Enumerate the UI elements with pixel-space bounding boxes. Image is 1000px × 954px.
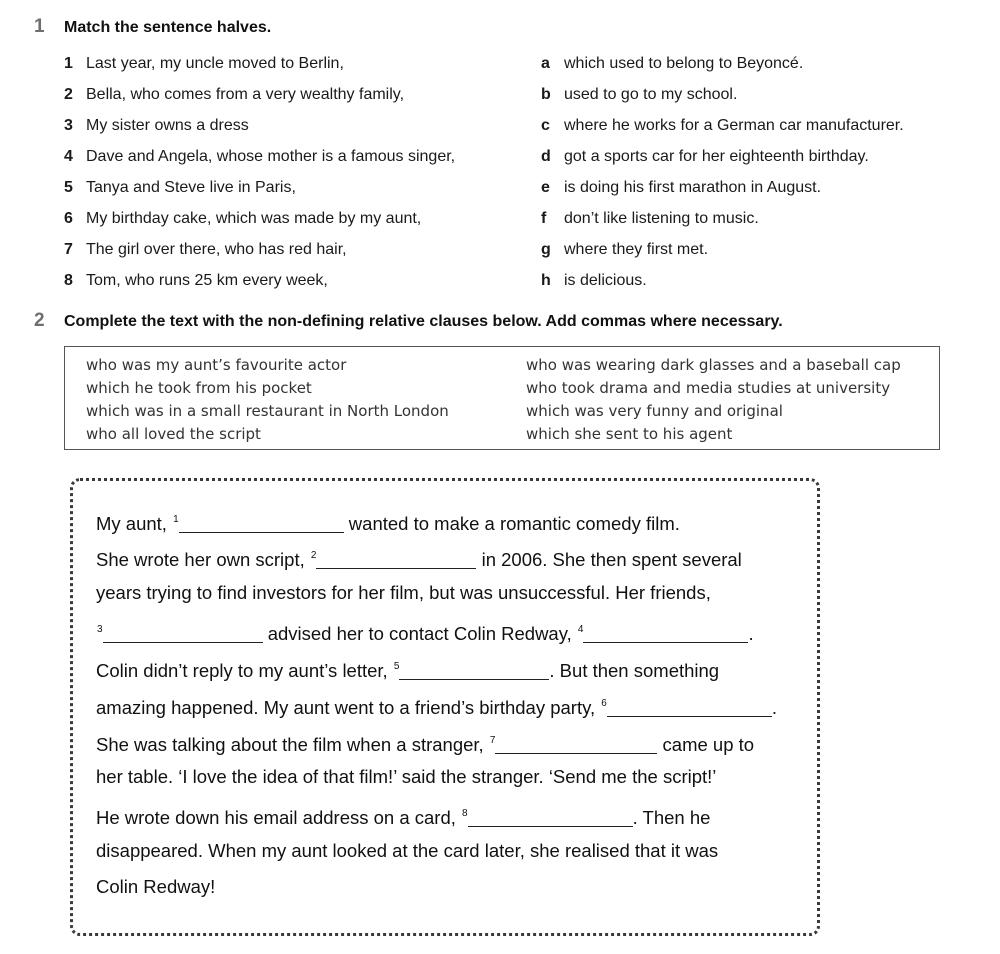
exercise-1-number: 1 <box>34 16 45 37</box>
item-number: 6 <box>64 210 73 227</box>
item-number: 4 <box>64 148 73 165</box>
item-number: 1 <box>64 55 73 72</box>
gap-number-3: 3 <box>97 624 103 635</box>
item-letter: h <box>541 272 551 289</box>
story-text: My aunt, <box>96 513 167 534</box>
gap-number-8: 8 <box>462 808 468 819</box>
story-text: wanted to make a romantic comedy film. <box>348 513 680 534</box>
item-text: My sister owns a dress <box>86 117 249 134</box>
item-text: Dave and Angela, whose mother is a famous singer, <box>86 148 456 165</box>
story-line-2 <box>96 541 742 571</box>
clause-item: who was wearing dark glasses and a baseball cap <box>526 356 901 374</box>
item-text: Last year, my uncle moved to Berlin, <box>86 55 344 72</box>
story-text: . But then something <box>549 660 720 681</box>
exercise-2-title: Complete the text with the non-defining relative clauses below. Add commas where necessary. <box>64 313 783 330</box>
item-text: Tom, who runs 25 km every week, <box>86 272 328 289</box>
clause-item: who all loved the script <box>86 425 261 443</box>
exercise-2-number: 2 <box>34 310 45 331</box>
item-text: got a sports car for her eighteenth birthday. <box>564 148 869 165</box>
item-text: Bella, who comes from a very wealthy family, <box>86 86 405 103</box>
story-text: He wrote down his email address on a card, <box>96 807 456 828</box>
clause-item: which was very funny and original <box>526 402 783 420</box>
gap-number-5: 5 <box>393 661 400 672</box>
story-text: She was talking about the film when a stranger, <box>96 734 484 755</box>
story-text: amazing happened. My aunt went to a friend’s birthday party, <box>96 697 596 718</box>
item-number: 8 <box>64 272 73 289</box>
clause-item: who took drama and media studies at university <box>526 379 891 397</box>
item-letter: b <box>541 86 551 103</box>
item-letter: e <box>541 179 550 196</box>
gap-number-4: 4 <box>577 624 584 635</box>
story-line-10: disappeared. When my aunt looked at the card later, she realised that it was <box>96 840 719 861</box>
item-text: where he works for a German car manufacturer. <box>564 117 904 134</box>
item-text: don’t like listening to music. <box>564 210 759 227</box>
item-text: The girl over there, who has red hair, <box>86 241 347 258</box>
item-letter: d <box>541 148 551 165</box>
gap-4[interactable] <box>583 624 748 643</box>
item-text: used to go to my school. <box>564 86 738 103</box>
gap-number-7: 7 <box>489 735 496 746</box>
story-text: She wrote her own script, <box>96 549 305 570</box>
story-line-9 <box>96 799 710 829</box>
item-letter: g <box>541 241 551 258</box>
story-text: . <box>771 697 777 718</box>
clause-word-box <box>64 346 940 450</box>
item-letter: a <box>541 55 550 72</box>
item-number: 7 <box>64 241 73 258</box>
story-text: advised her to contact Colin Redway, <box>267 623 572 644</box>
gap-2[interactable] <box>316 550 476 569</box>
gap-number-2: 2 <box>310 550 317 561</box>
item-letter: f <box>541 210 547 227</box>
gap-8[interactable] <box>468 808 633 827</box>
item-text: is delicious. <box>564 272 647 289</box>
story-line-5 <box>96 652 719 682</box>
item-text: which used to belong to Beyoncé. <box>564 55 804 72</box>
story-line-7 <box>96 726 754 756</box>
story-line-11: Colin Redway! <box>96 876 216 897</box>
clause-item: which was in a small restaurant in North London <box>86 402 449 420</box>
item-number: 3 <box>64 117 73 134</box>
story-line-4 <box>96 615 754 645</box>
item-text: Tanya and Steve live in Paris, <box>86 179 296 196</box>
clause-item: who was my aunt’s favourite actor <box>86 356 347 374</box>
item-text: My birthday cake, which was made by my aunt, <box>86 210 422 227</box>
item-number: 2 <box>64 86 73 103</box>
story-text: . Then he <box>632 807 711 828</box>
gap-number-6: 6 <box>601 698 607 709</box>
gap-6[interactable] <box>607 698 772 717</box>
item-text: is doing his first marathon in August. <box>564 179 822 196</box>
story-line-6 <box>96 689 777 719</box>
gap-5[interactable] <box>399 661 549 680</box>
item-text: where they first met. <box>564 241 709 258</box>
clause-item: which he took from his pocket <box>86 379 312 397</box>
story-line-3: years trying to find investors for her film, but was unsuccessful. Her friends, <box>96 582 711 603</box>
exercise-1-title: Match the sentence halves. <box>64 19 272 36</box>
item-letter: c <box>541 117 550 134</box>
item-number: 5 <box>64 179 73 196</box>
story-text: . <box>748 623 754 644</box>
story-text: came up to <box>662 734 755 755</box>
gap-number-1: 1 <box>173 514 179 525</box>
gap-1[interactable] <box>179 514 344 533</box>
story-text: in 2006. She then spent several <box>481 549 742 570</box>
story-line-1 <box>96 505 680 535</box>
gap-7[interactable] <box>495 735 657 754</box>
story-text: Colin didn’t reply to my aunt’s letter, <box>96 660 388 681</box>
story-line-8: her table. ‘I love the idea of that film!’ said the stranger. ‘Send me the script!’ <box>96 766 717 787</box>
clause-item: which she sent to his agent <box>526 425 733 443</box>
gap-3[interactable] <box>103 624 263 643</box>
